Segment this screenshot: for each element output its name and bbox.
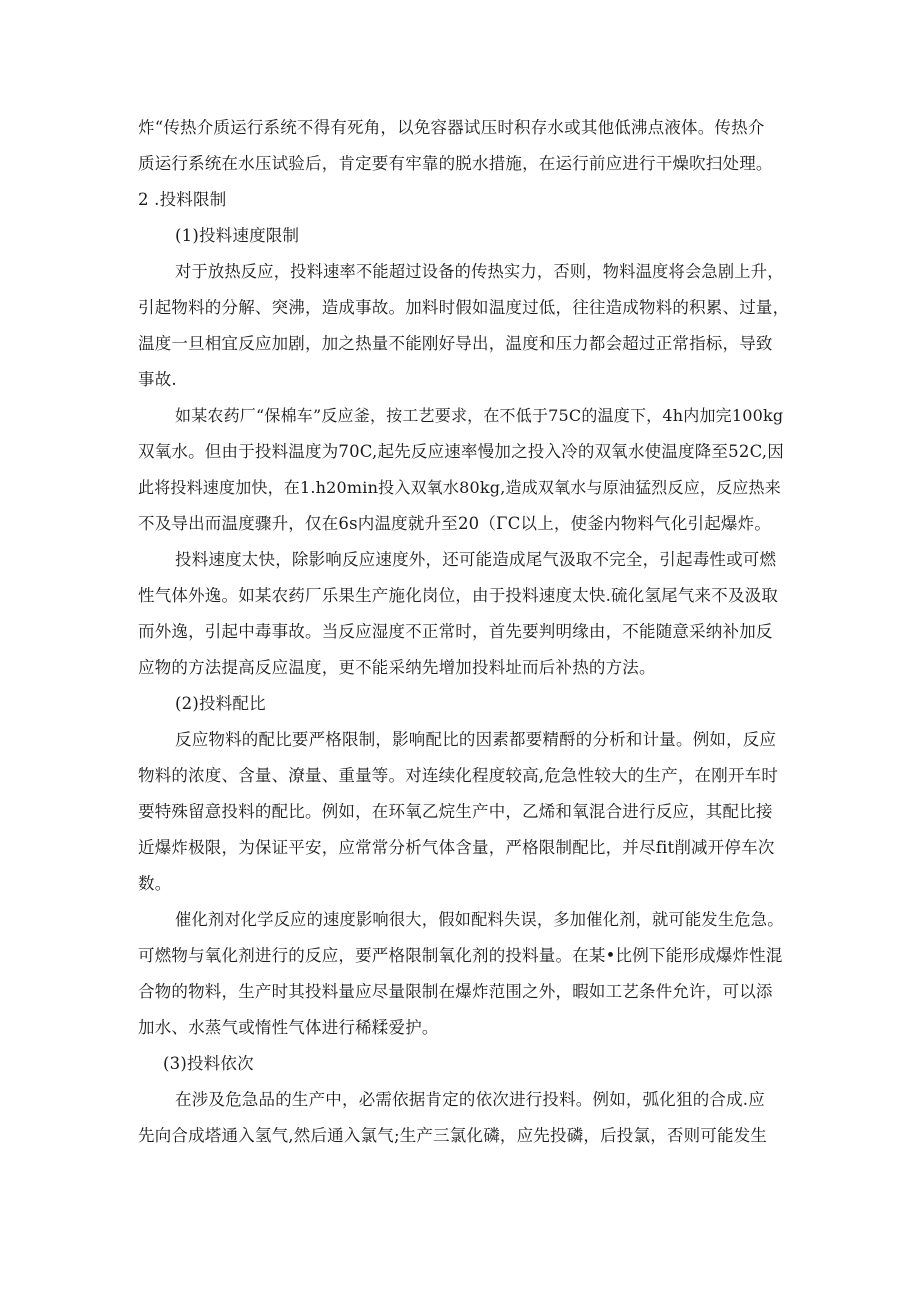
text-line: 要特殊留意投料的配比。例如，在环氧乙烷生产中，乙烯和氧混合进行反应，其配比接 — [138, 802, 773, 821]
text-line: 而外逸，引起中毒事故。当反应湿度不正常时，首先要判明缘由，不能随意采纳补加反 — [138, 622, 773, 641]
text-line: 在涉及危急品的生产中，必需依据肯定的依次进行投料。例如，弧化狙的合成.应 — [175, 1090, 765, 1109]
text-line: 引起物料的分解、突沸，造成事故。加料时假如温度过低，往往造成物料的积累、过量， — [138, 298, 790, 317]
text-line: 合物的物料，生产时其投料量应尽量限制在爆炸范围之外，暇如工艺条件允许，可以添 — [138, 982, 773, 1001]
text-line: 数。 — [138, 874, 172, 893]
text-line: 可燃物与氧化剂进行的反应，要严格限制氧化剂的投料量。在某•比例下能形成爆炸性混 — [138, 946, 783, 965]
text-line: 反应物料的配比要严格限制，影响配比的因素都要精酹的分析和计量。例如，反应 — [175, 730, 777, 749]
text-line: 质运行系统在水压试验后，肯定要有牢靠的脱水措施，在运行前应进行干燥吹扫处理。 — [138, 154, 773, 173]
text-line: 对于放热反应，投料速率不能超过设备的传热实力，否则，物料温度将会急剧上升， — [175, 262, 784, 281]
subsection-heading: (1)投料速度限制 — [175, 226, 300, 245]
text-line: 近爆炸极限，为保证平安，应常常分析气体含量，严格限制配比，并尽fit削减开停车次 — [138, 838, 775, 857]
text-line: 物料的浓度、含量、潦量、重量等。对连续化程度较高,危急性较大的生产，在刚开车时 — [138, 766, 779, 785]
text-line: 温度一旦相宜反应加剧，加之热量不能刚好导出，温度和压力都会超过正常指标，导致 — [138, 334, 773, 353]
text-line: 事故. — [138, 370, 177, 389]
text-line: 应物的方法提高反应温度，更不能采纳先增加投料址而后补热的方法。 — [138, 658, 656, 677]
text-line: 先向合成塔通入氢气,然后通入氯气;生产三氯化磷，应先投磷，后投氯，否则可能发生 — [138, 1126, 768, 1145]
section-heading: 2 .投料限制 — [138, 190, 227, 209]
text-line: 双氧水。但由于投料温度为70C,起先反应速率慢加之投入冷的双氧水使温度降至52C,因 — [138, 442, 784, 461]
text-line: 投料速度太快，除影响反应速度外，还可能造成尾气汲取不完全，引起毒性或可燃 — [175, 550, 777, 569]
text-line: 如某农药厂“保棉车”反应釜，按工艺要求，在不低于75C的温度下，4h内加完100kg — [175, 406, 784, 425]
text-line: 加水、水蒸气或惰性气体进行稀糅爱护。 — [138, 1018, 439, 1037]
subsection-heading: (2)投料配比 — [175, 694, 266, 713]
text-line: 此将投料速度加快，在1.h20min投入双氧水80kg,造成双氧水与原油猛烈反应，反应热来 — [138, 478, 781, 497]
text-line: 炸“传热介质运行系统不得有死角，以免容器试压时积存水或其他低沸点液体。传热介 — [138, 118, 765, 137]
text-line: 催化剂对化学反应的速度影响很大，假如配料失误，多加催化剂，就可能发生危急。 — [175, 910, 784, 929]
text-line: 不及导出而温度骤升，仅在6s内温度就升至20（ΓC以上，使釜内物料气化引起爆炸。 — [138, 514, 772, 533]
subsection-heading: (3)投料依次 — [163, 1054, 254, 1073]
text-line: 性气体外逸。如某农药厂乐果生产施化岗位，由于投料速度太快.硫化氢尾气来不及汲取 — [138, 586, 779, 605]
